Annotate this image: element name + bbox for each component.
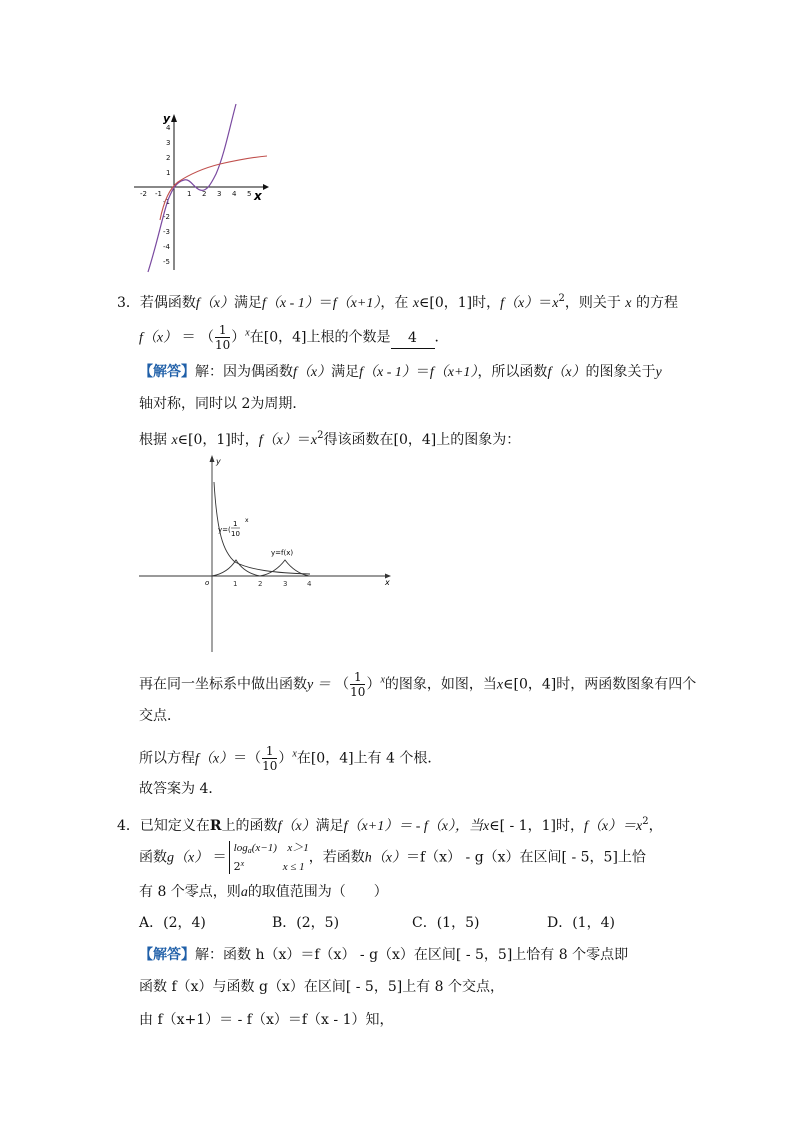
fraction (262, 744, 277, 773)
solution-tag: 【解答】 (139, 364, 195, 380)
x-tick: -2 (140, 190, 147, 198)
y-axis-label: y (163, 112, 171, 125)
option-b: B．(2，5) (272, 915, 340, 931)
text: 得该函数在[0，4]上的图象为： (323, 432, 521, 448)
numerator: 1 (215, 323, 230, 338)
text: ＝ (212, 849, 227, 866)
x-tick: 3 (283, 580, 288, 588)
math: x ≤ 1 (282, 861, 305, 873)
q3-solution-line1 (139, 362, 662, 383)
x-tick: 4 (232, 190, 237, 198)
math: f（x - 1） (262, 296, 319, 311)
text: ，则关于 (564, 295, 621, 311)
text: 所以方程 (139, 750, 195, 767)
q3-solution-line2 (139, 394, 306, 414)
y-tick: -1 (163, 198, 170, 206)
superscript: 2 (558, 293, 565, 304)
text: ∈[ - 1，1]时， (489, 818, 584, 834)
x-axis-arrow (263, 184, 269, 190)
text: 的方程 (635, 295, 678, 311)
text: 满足 (331, 364, 360, 380)
text: ， (648, 818, 663, 834)
x-tick: 1 (187, 190, 192, 198)
x-tick: 1 (233, 580, 238, 588)
q4-stem-line2 (139, 841, 646, 874)
math-fx: f（x） (258, 433, 297, 448)
graph-exp-periodic (135, 452, 395, 654)
math: a (240, 885, 248, 900)
math: x (496, 677, 504, 693)
text: 的取值范围为（ ） (247, 884, 388, 900)
text: ，所以函数 (477, 364, 548, 380)
text: ） (278, 750, 293, 767)
text: （ (247, 750, 262, 767)
text: 函数 (139, 849, 167, 866)
math-fx: f（x） (583, 819, 623, 834)
q3-solution-line3 (139, 426, 520, 451)
text: 时， (230, 432, 259, 448)
math: y (655, 365, 662, 380)
numerator: 1 (350, 670, 365, 685)
math-fx: f（x） (139, 330, 178, 346)
text: 的图象，如图，当 (384, 676, 497, 693)
text: ＝ (296, 432, 311, 448)
exp-label-num: 1 (233, 520, 238, 528)
text: 若偶函数 (139, 295, 196, 311)
question-number: 3． (117, 295, 140, 311)
answer-blank: 4 (391, 328, 435, 349)
text: 轴对称，同时以 2为周期． (139, 396, 307, 412)
denominator: 10 (215, 338, 231, 352)
y-tick: 1 (166, 169, 171, 177)
text: ∈[0，4]时，两函数图象有四个 (503, 676, 697, 693)
math-fx: f（x） (277, 819, 316, 834)
math-fx: f（x） (293, 365, 332, 380)
math-R: R (209, 818, 222, 834)
q3-stem-line2 (139, 323, 449, 352)
y-tick: -2 (163, 213, 170, 221)
math: log (233, 842, 248, 854)
graph-cubic-log (130, 100, 275, 278)
piece-1 (234, 841, 309, 857)
text: 满足 (234, 295, 263, 311)
text: 在[0，4]上根的个数是 (249, 329, 391, 346)
y-axis-arrow (171, 114, 177, 122)
y-tick: -5 (163, 258, 170, 266)
question-number: 4． (117, 818, 140, 834)
y-tick: -3 (163, 228, 170, 236)
exp-label-sup: x (245, 517, 249, 524)
exp-curve-label (218, 526, 231, 534)
y-axis-label: y (216, 457, 221, 466)
math: x＞1 (287, 842, 309, 854)
math: y ＝ (307, 677, 331, 693)
option-a: A．(2，4) (139, 915, 206, 931)
math: x (625, 296, 632, 311)
x-tick: -1 (155, 190, 162, 198)
math-fx: f（x） (500, 296, 539, 311)
text: 再在同一坐标系中做出函数 (139, 676, 307, 693)
text: ） (366, 676, 381, 693)
denominator: 10 (350, 685, 366, 699)
x-tick: 5 (247, 190, 252, 198)
text: 解：函数 h（x）＝f（x） - g（x）在区间[ - 5，5]上恰有 8 个零点即 (195, 947, 629, 963)
superscript: x (240, 859, 245, 868)
math: f（x+1） (332, 296, 381, 311)
x-tick: 3 (217, 190, 222, 198)
option-d: D．(1，4) (547, 915, 615, 931)
math: x (412, 296, 420, 311)
q3-solution-line6 (139, 744, 441, 773)
text: ∈[0，1] (419, 295, 473, 311)
math: x (310, 433, 318, 448)
option-c: C．(1，5) (412, 915, 480, 931)
text: ＝ (318, 295, 333, 311)
math-fx: f（x） (195, 296, 235, 311)
text: 已知定义在 (139, 818, 210, 834)
piece-2 (234, 857, 309, 874)
fx-curve-label: y=f(x) (271, 549, 294, 557)
cubic-curve (148, 104, 236, 272)
text: 交点． (139, 708, 181, 724)
log-curve (160, 156, 267, 220)
text: 在[0，4]上有 4 个根． (296, 750, 442, 767)
text: 满足 (315, 818, 344, 834)
math: h（x） (364, 850, 406, 866)
math-fx: f（x） (195, 751, 234, 767)
math: ＝x (622, 819, 643, 834)
math: g（x） (167, 850, 209, 866)
q4-stem-line1 (117, 812, 663, 837)
solution-tag: 【解答】 (139, 947, 195, 963)
text: （ (200, 329, 215, 346)
origin-label: o (205, 579, 210, 587)
math: (x−1) (251, 842, 277, 854)
y-tick: 2 (166, 154, 171, 162)
text: ＝ (233, 750, 248, 767)
text: ＝ (181, 329, 196, 346)
text: 故答案为 4． (139, 781, 223, 797)
q4-solution-line1 (139, 945, 628, 965)
math: f（x+1） (429, 365, 478, 380)
superscript: x (245, 327, 250, 339)
text: ＝ (538, 295, 553, 311)
subscript: a (247, 846, 252, 855)
text: ，在 (380, 295, 409, 311)
text: 时， (472, 295, 501, 311)
math: 2 (233, 860, 241, 873)
q3-solution-line5 (139, 706, 181, 726)
text: 由 f（x+1）＝ - f（x）＝f（x - 1）知， (139, 1012, 394, 1028)
x-tick: 2 (258, 580, 263, 588)
q4-solution-line2 (139, 977, 504, 997)
superscript: x (380, 674, 385, 686)
text: 函数 f（x）与函数 g（x）在区间[ - 5，5]上有 8 个交点， (139, 979, 505, 995)
x-axis-label: x (385, 578, 390, 587)
text: ） (231, 329, 246, 346)
q3-stem-line1 (117, 289, 678, 314)
denominator: 10 (262, 759, 278, 773)
text: 有 8 个零点，则 (139, 884, 241, 900)
text: ∈[0，1] (177, 432, 231, 448)
math: ＝ - f（x），当 (398, 819, 483, 834)
y-axis-arrow (210, 455, 215, 462)
superscript: 2 (642, 816, 649, 827)
superscript: 2 (317, 430, 324, 441)
text: ． (434, 329, 449, 346)
label-text: y=( (218, 526, 231, 534)
x-tick: 4 (307, 580, 312, 588)
q4-solution-line3 (139, 1010, 394, 1030)
math: x (483, 819, 490, 834)
text: 根据 (139, 432, 167, 448)
q4-stem-line3 (139, 882, 388, 903)
text: （ (335, 676, 350, 693)
fraction (350, 670, 365, 699)
x-tick: 2 (202, 190, 207, 198)
q3-solution-line4 (139, 670, 696, 699)
y-tick: 4 (166, 124, 171, 132)
q3-solution-line7 (139, 779, 222, 799)
text: ＝f（x） - g（x）在区间[ - 5，5]上恰 (405, 849, 646, 866)
text: ＝ (415, 364, 430, 380)
fraction (215, 323, 230, 352)
numerator: 1 (262, 744, 277, 759)
text: 解：因为偶函数 (195, 364, 293, 380)
piecewise-brace (229, 841, 309, 874)
math-fx: f（x） (547, 365, 586, 380)
text: 的图象关于 (585, 364, 656, 380)
text: ，若函数 (308, 849, 365, 866)
exp-label-den: 10 (231, 530, 240, 538)
math: x (552, 296, 559, 311)
superscript: x (292, 748, 297, 760)
math: x (171, 433, 178, 448)
y-tick: -4 (163, 243, 170, 251)
math: f（x - 1） (359, 365, 416, 380)
y-tick: 3 (166, 139, 171, 147)
math: f（x+1） (343, 819, 399, 834)
text: 上的函数 (221, 818, 278, 834)
x-axis-label: x (254, 189, 262, 203)
